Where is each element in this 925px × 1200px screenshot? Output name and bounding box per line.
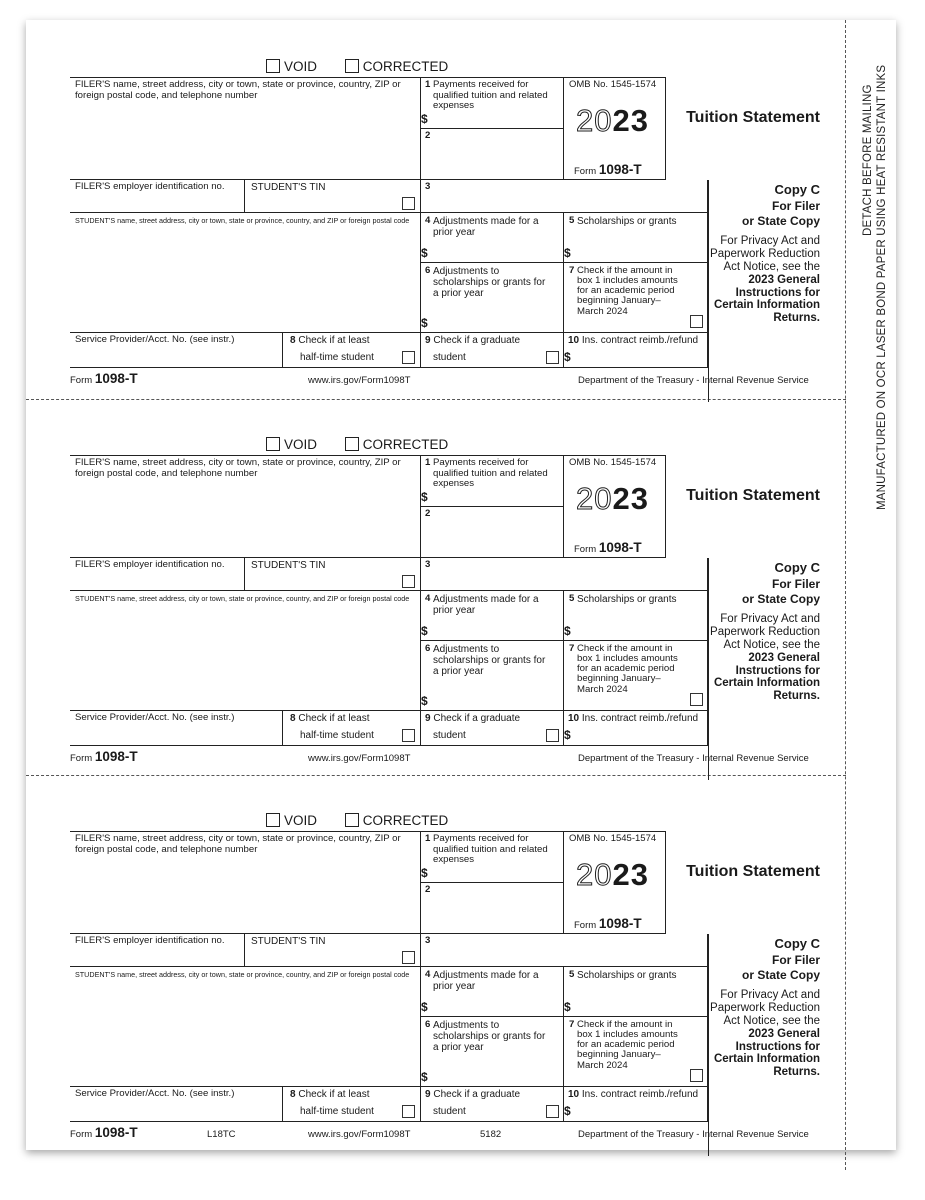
box9-checkbox[interactable]: [546, 351, 559, 364]
privacy-text-a: For Privacy Act and Paperwork Reduction Act Notice, see: [710, 989, 820, 1027]
footer-website: www.irs.gov/Form1098T: [308, 375, 411, 386]
paper-notice: MANUFACTURED ON OCR LASER BOND PAPER USING HEAT RESISTANT INKS: [876, 64, 888, 510]
box10-cell[interactable]: [564, 333, 708, 368]
box5-number: 5: [569, 215, 575, 226]
form-number: 1098-T: [598, 540, 642, 555]
footer-form-number: 1098-T: [94, 1125, 138, 1140]
box2-cell[interactable]: [421, 506, 564, 558]
student-name-cell[interactable]: [70, 967, 421, 1087]
filer-ein-cell[interactable]: [70, 180, 245, 213]
student-tin-label: STUDENT'S TIN: [251, 182, 326, 193]
box10-number: 10: [568, 335, 580, 346]
filer-name-label: FILER'S name, street address, city or town, state or province, country, ZIP or foreign postal code, and telephone number: [75, 833, 401, 855]
box4-dollar: $: [421, 1000, 428, 1014]
box8-number: 8: [290, 713, 296, 724]
box8-cell[interactable]: [283, 333, 421, 368]
box9-label-b: student: [433, 1106, 466, 1117]
box10-cell[interactable]: [564, 711, 708, 746]
form-copy-bottom: [70, 813, 822, 1156]
box6-dollar: $: [421, 316, 428, 330]
omb-number: OMB No. 1545-1574: [569, 457, 657, 468]
privacy-text-a: For Privacy Act and Paperwork Reduction Act Notice, see: [710, 235, 820, 273]
box4-number: 4: [425, 969, 431, 980]
box2-cell[interactable]: [421, 882, 564, 934]
year-outline-digits: 20: [576, 481, 613, 516]
corrected-checkbox[interactable]: [345, 437, 359, 451]
year-outline-digits: 20: [576, 103, 613, 138]
box8-number: 8: [290, 335, 296, 346]
box1-label: Payments received for qualified tuition and related expenses: [433, 457, 548, 490]
omb-year-cell: [564, 831, 666, 934]
service-provider-label: Service Provider/Acct. No. (see instr.): [75, 712, 235, 723]
box6-label: Adjustments to scholarships or grants for a prior year: [433, 1020, 546, 1054]
box2-number: 2: [425, 130, 431, 141]
box1-dollar: $: [421, 112, 428, 126]
student-tin-cell[interactable]: [245, 558, 421, 591]
footer-form-word: Form: [70, 753, 93, 764]
box1-number: 1: [425, 79, 431, 90]
box1-number: 1: [425, 457, 431, 468]
box4-cell[interactable]: [421, 213, 564, 263]
copy-for-filer: For Filer: [771, 198, 820, 213]
form-title: Tuition Statement: [686, 863, 820, 880]
box1-dollar: $: [421, 866, 428, 880]
privacy-notice: [710, 235, 820, 325]
box8-checkbox[interactable]: [402, 729, 415, 742]
footer-form-id: [70, 371, 138, 386]
year-bold-digits: 23: [612, 481, 649, 516]
box8-number: 8: [290, 1089, 296, 1100]
box7-number: 7: [569, 265, 575, 276]
box4-label: Adjustments made for a prior year: [433, 594, 539, 617]
box9-number: 9: [425, 713, 431, 724]
box5-cell[interactable]: [564, 591, 708, 641]
box5-label: Scholarships or grants: [577, 216, 677, 227]
box6-number: 6: [425, 643, 431, 654]
student-tin-cell[interactable]: [245, 934, 421, 967]
privacy-text-the: the: [804, 1014, 820, 1027]
student-tin-cell[interactable]: [245, 180, 421, 213]
box9-cell[interactable]: [421, 711, 564, 746]
copy-for-filer: For Filer: [771, 952, 820, 967]
box9-label-a: Check if a graduate: [433, 335, 521, 346]
box4-dollar: $: [421, 624, 428, 638]
student-tin-checkbox[interactable]: [402, 951, 415, 964]
privacy-notice: [710, 989, 820, 1079]
box8-cell[interactable]: [283, 1087, 421, 1122]
box3-cell[interactable]: [421, 180, 708, 213]
service-provider-cell[interactable]: [70, 333, 283, 368]
form-copy-top: [70, 59, 822, 402]
copy-c-label: Copy C: [774, 182, 820, 197]
box9-checkbox[interactable]: [546, 729, 559, 742]
privacy-text-the: the: [804, 260, 820, 273]
omb-number: OMB No. 1545-1574: [569, 833, 657, 844]
box9-label-a: Check if a graduate: [433, 1089, 521, 1100]
year-bold-digits: 23: [612, 857, 649, 892]
box5-number: 5: [569, 969, 575, 980]
filer-name-label: FILER'S name, street address, city or town, state or province, country, ZIP or foreign postal code, and telephone number: [75, 457, 401, 479]
box8-cell[interactable]: [283, 711, 421, 746]
box1-cell[interactable]: [421, 455, 564, 507]
privacy-text-b: 2023 General Instructions for Certain Information Returns.: [713, 651, 820, 703]
copy-state-copy: or State Copy: [741, 591, 820, 606]
student-name-cell[interactable]: [70, 213, 421, 333]
privacy-text-b: 2023 General Instructions for Certain Information Returns.: [713, 273, 820, 325]
box4-number: 4: [425, 593, 431, 604]
footer-form-word: Form: [70, 1129, 93, 1140]
filer-ein-cell[interactable]: [70, 558, 245, 591]
box6-dollar: $: [421, 1070, 428, 1084]
form-title: Tuition Statement: [686, 487, 820, 504]
box9-number: 9: [425, 335, 431, 346]
box7-checkbox[interactable]: [690, 315, 703, 328]
omb-year-cell: [564, 455, 666, 558]
box5-cell[interactable]: [564, 967, 708, 1017]
filer-name-label: FILER'S name, street address, city or town, state or province, country, ZIP or foreign postal code, and telephone number: [75, 79, 401, 101]
box5-dollar: $: [564, 1000, 571, 1014]
box7-number: 7: [569, 643, 575, 654]
box6-label: Adjustments to scholarships or grants for a prior year: [433, 644, 546, 678]
box10-number: 10: [568, 713, 580, 724]
corrected-label: CORRECTED: [362, 437, 449, 452]
service-provider-cell[interactable]: [70, 1087, 283, 1122]
box4-label: Adjustments made for a prior year: [433, 216, 539, 239]
void-checkbox[interactable]: [266, 59, 280, 73]
box9-label-b: student: [433, 730, 466, 741]
copy-state-copy: or State Copy: [741, 967, 820, 982]
copy-for-filer: For Filer: [771, 576, 820, 591]
box3-cell[interactable]: [421, 558, 708, 591]
box1-cell[interactable]: [421, 831, 564, 883]
copy-c-label: Copy C: [774, 560, 820, 575]
box10-dollar: $: [564, 1104, 571, 1118]
box6-cell[interactable]: [421, 641, 564, 711]
void-corrected-header: [266, 59, 448, 77]
box7-number: 7: [569, 1019, 575, 1030]
box7-checkbox[interactable]: [690, 1069, 703, 1082]
filer-ein-label: FILER'S employer identification no.: [75, 559, 225, 570]
box10-dollar: $: [564, 350, 571, 364]
box10-number: 10: [568, 1089, 580, 1100]
box10-cell[interactable]: [564, 1087, 708, 1122]
box9-checkbox[interactable]: [546, 1105, 559, 1118]
box7-label: Check if the amount in box 1 includes amounts for an academic period beginning January– March 2024: [577, 643, 678, 695]
student-name-label: STUDENT'S name, street address, city or town, state or province, country, and ZIP or foreign postal code: [75, 970, 410, 979]
box1-label: Payments received for qualified tuition and related expenses: [433, 833, 548, 866]
box1-label: Payments received for qualified tuition and related expenses: [433, 79, 548, 112]
detach-notice: DETACH BEFORE MAILING: [862, 84, 874, 236]
box10-label: Ins. contract reimb./refund: [581, 335, 699, 346]
footer-form-word: Form: [70, 375, 93, 386]
student-name-label: STUDENT'S name, street address, city or town, state or province, country, and ZIP or foreign postal code: [75, 216, 410, 225]
filer-ein-label: FILER'S employer identification no.: [75, 181, 225, 192]
void-checkbox[interactable]: [266, 813, 280, 827]
privacy-text-the: the: [804, 638, 820, 651]
box7-cell[interactable]: [564, 641, 708, 711]
filer-name-cell[interactable]: [70, 77, 421, 180]
footer-form-number: 1098-T: [94, 749, 138, 764]
tax-year: [576, 482, 649, 517]
service-provider-label: Service Provider/Acct. No. (see instr.): [75, 334, 235, 345]
corrected-checkbox[interactable]: [345, 813, 359, 827]
service-provider-label: Service Provider/Acct. No. (see instr.): [75, 1088, 235, 1099]
box1-cell[interactable]: [421, 77, 564, 129]
box7-label: Check if the amount in box 1 includes amounts for an academic period beginning January– March 2024: [577, 1019, 678, 1071]
filer-name-cell[interactable]: [70, 455, 421, 558]
service-provider-cell[interactable]: [70, 711, 283, 746]
box3-number: 3: [425, 181, 431, 192]
box2-cell[interactable]: [421, 128, 564, 180]
box8-label-b: half-time student: [300, 730, 374, 741]
tax-year: [576, 858, 649, 893]
box8-label-a: Check if at least: [298, 1089, 370, 1100]
omb-year-cell: [564, 77, 666, 180]
box7-cell[interactable]: [564, 263, 708, 333]
box7-cell[interactable]: [564, 1017, 708, 1087]
box8-label-b: half-time student: [300, 352, 374, 363]
student-name-cell[interactable]: [70, 591, 421, 711]
form-copy-middle: [70, 437, 822, 780]
void-checkbox[interactable]: [266, 437, 280, 451]
box5-dollar: $: [564, 624, 571, 638]
box5-number: 5: [569, 593, 575, 604]
footer-form-id: [70, 1125, 138, 1140]
year-outline-digits: 20: [576, 857, 613, 892]
student-tin-checkbox[interactable]: [402, 197, 415, 210]
form-number: 1098-T: [598, 916, 642, 931]
box8-label-a: Check if at least: [298, 335, 370, 346]
footer-code-right: 5182: [480, 1129, 502, 1140]
footer-website: www.irs.gov/Form1098T: [308, 753, 411, 764]
box7-label: Check if the amount in box 1 includes amounts for an academic period beginning January– March 2024: [577, 265, 678, 317]
form-title: Tuition Statement: [686, 109, 820, 126]
privacy-notice: [710, 613, 820, 703]
box7-checkbox[interactable]: [690, 693, 703, 706]
box10-label: Ins. contract reimb./refund: [581, 713, 699, 724]
box6-dollar: $: [421, 694, 428, 708]
box9-number: 9: [425, 1089, 431, 1100]
box3-number: 3: [425, 559, 431, 570]
box2-number: 2: [425, 508, 431, 519]
box3-number: 3: [425, 935, 431, 946]
omb-number: OMB No. 1545-1574: [569, 79, 657, 90]
box1-dollar: $: [421, 490, 428, 504]
footer-form-id: [70, 749, 138, 764]
tax-year: [576, 104, 649, 139]
box10-label: Ins. contract reimb./refund: [581, 1089, 699, 1100]
student-tin-label: STUDENT'S TIN: [251, 560, 326, 571]
box4-number: 4: [425, 215, 431, 226]
copy-state-copy: or State Copy: [741, 213, 820, 228]
box10-dollar: $: [564, 728, 571, 742]
copy-c-label: Copy C: [774, 936, 820, 951]
footer-code-left: L18TC: [207, 1129, 236, 1140]
filer-name-cell[interactable]: [70, 831, 421, 934]
footer-website: www.irs.gov/Form1098T: [308, 1129, 411, 1140]
box9-label-b: student: [433, 352, 466, 363]
box8-checkbox[interactable]: [402, 351, 415, 364]
box8-label-b: half-time student: [300, 1106, 374, 1117]
year-bold-digits: 23: [612, 103, 649, 138]
box5-cell[interactable]: [564, 213, 708, 263]
footer-form-number: 1098-T: [94, 371, 138, 386]
box6-cell[interactable]: [421, 263, 564, 333]
void-label: VOID: [284, 59, 318, 74]
box9-cell[interactable]: [421, 333, 564, 368]
void-corrected-header: [266, 813, 448, 831]
void-corrected-header: [266, 437, 448, 455]
box8-label-a: Check if at least: [298, 713, 370, 724]
corrected-label: CORRECTED: [362, 59, 449, 74]
student-name-label: STUDENT'S name, street address, city or town, state or province, country, and ZIP or foreign postal code: [75, 594, 410, 603]
form-word: Form: [574, 920, 597, 931]
student-tin-label: STUDENT'S TIN: [251, 936, 326, 947]
student-tin-checkbox[interactable]: [402, 575, 415, 588]
footer-department: Department of the Treasury - Internal Revenue Service: [578, 753, 809, 764]
box2-number: 2: [425, 884, 431, 895]
void-label: VOID: [284, 813, 318, 828]
corrected-checkbox[interactable]: [345, 59, 359, 73]
box5-label: Scholarships or grants: [577, 970, 677, 981]
privacy-text-a: For Privacy Act and Paperwork Reduction Act Notice, see: [710, 613, 820, 651]
form-number: 1098-T: [598, 162, 642, 177]
box6-label: Adjustments to scholarships or grants for a prior year: [433, 266, 546, 300]
form-word: Form: [574, 166, 597, 177]
box4-cell[interactable]: [421, 967, 564, 1017]
box9-label-a: Check if a graduate: [433, 713, 521, 724]
corrected-label: CORRECTED: [362, 813, 449, 828]
vertical-perforation-line: [845, 20, 846, 1170]
footer-department: Department of the Treasury - Internal Revenue Service: [578, 375, 809, 386]
side-margin-text: [858, 20, 898, 540]
box6-number: 6: [425, 1019, 431, 1030]
filer-ein-cell[interactable]: [70, 934, 245, 967]
box8-checkbox[interactable]: [402, 1105, 415, 1118]
box6-number: 6: [425, 265, 431, 276]
box4-label: Adjustments made for a prior year: [433, 970, 539, 993]
box4-cell[interactable]: [421, 591, 564, 641]
box3-cell[interactable]: [421, 934, 708, 967]
footer-department: Department of the Treasury - Internal Revenue Service: [578, 1129, 809, 1140]
box5-label: Scholarships or grants: [577, 594, 677, 605]
box4-dollar: $: [421, 246, 428, 260]
privacy-text-b: 2023 General Instructions for Certain Information Returns.: [713, 1027, 820, 1079]
box5-dollar: $: [564, 246, 571, 260]
form-word: Form: [574, 544, 597, 555]
void-label: VOID: [284, 437, 318, 452]
box9-cell[interactable]: [421, 1087, 564, 1122]
box6-cell[interactable]: [421, 1017, 564, 1087]
box1-number: 1: [425, 833, 431, 844]
filer-ein-label: FILER'S employer identification no.: [75, 935, 225, 946]
